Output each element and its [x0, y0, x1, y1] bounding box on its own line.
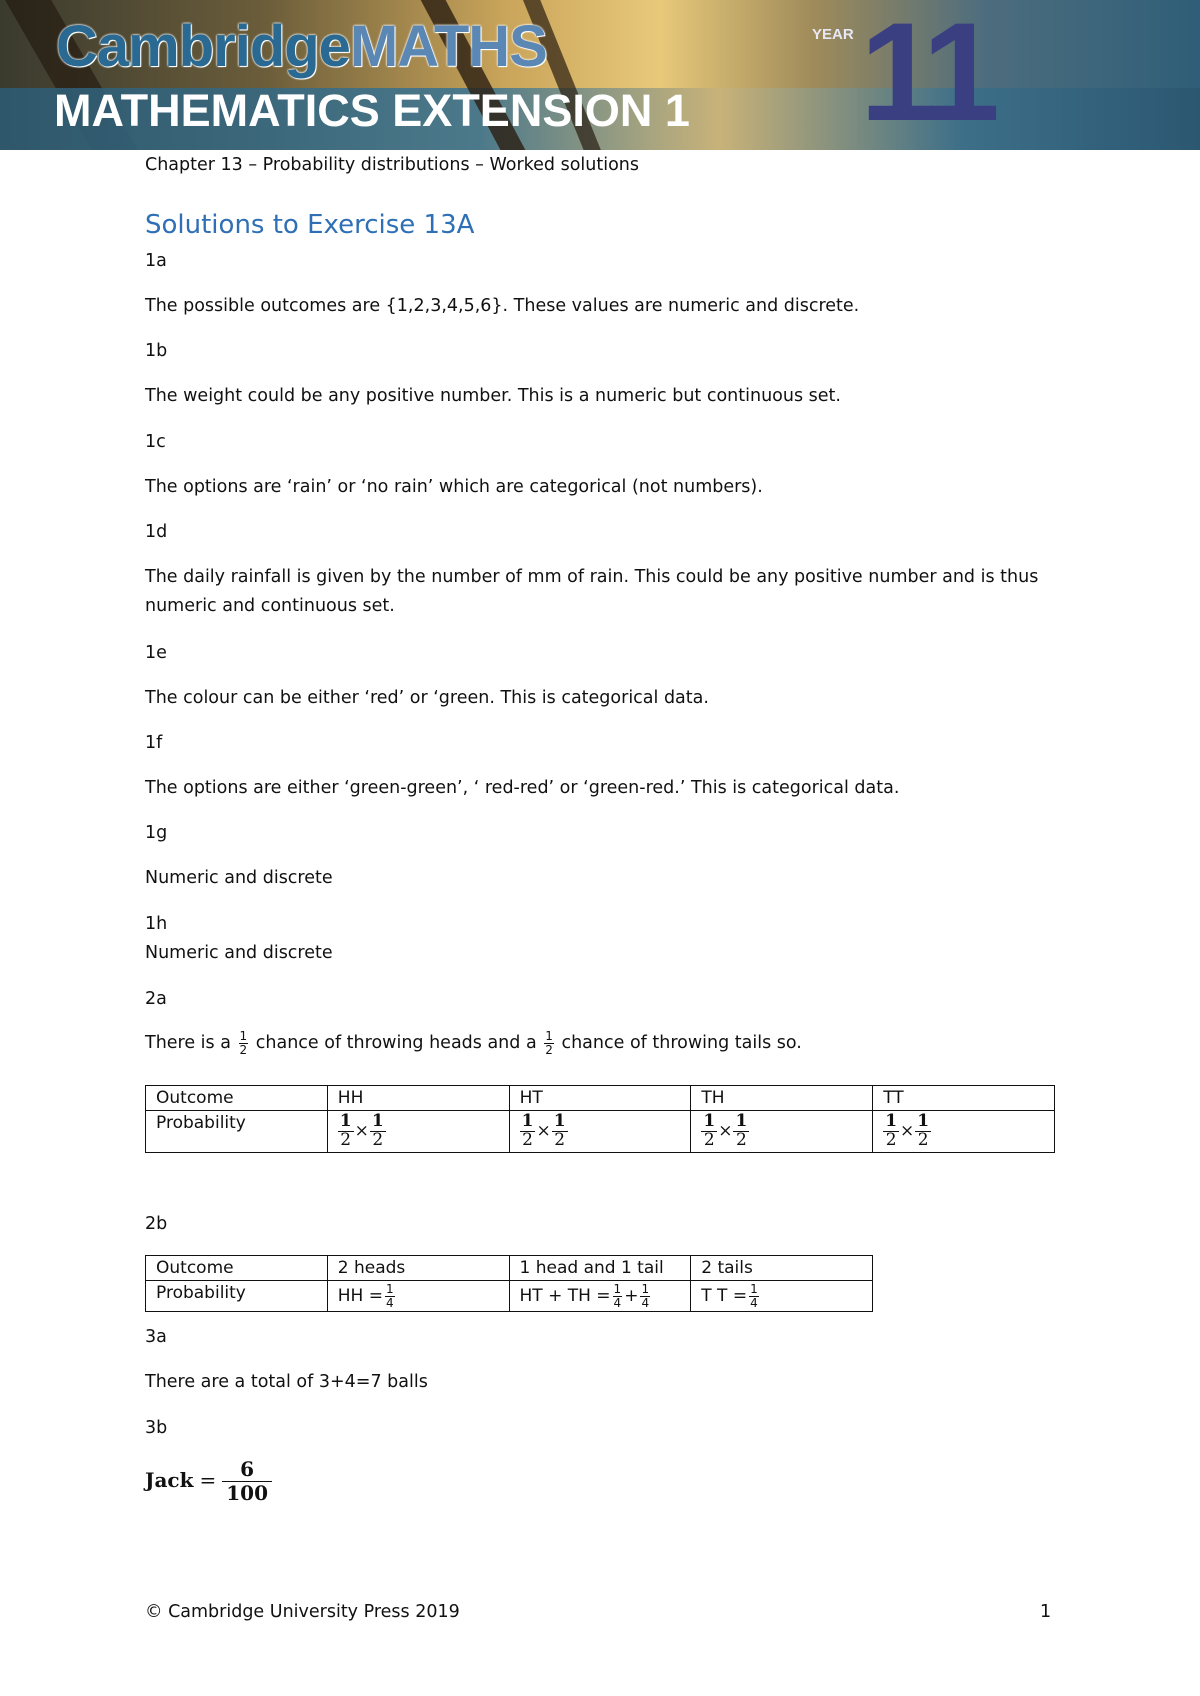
outcome-probability-table — [145, 1085, 1055, 1153]
table-cell: $\frac{1}{2}$ × $\frac{1}{2}$ — [509, 1111, 691, 1153]
section-title: Solutions to Exercise 13A — [145, 210, 475, 240]
question-label: 1f — [145, 733, 163, 753]
table-header-cell: Outcome — [146, 1256, 328, 1281]
fraction: $\frac{1}{2}$ — [239, 1029, 248, 1057]
table-cell: TT — [873, 1086, 1055, 1111]
question-label: 3a — [145, 1327, 167, 1347]
question-label: 3b — [145, 1418, 168, 1438]
answer-text: The daily rainfall is given by the number of mm of rain. This could be any positive number and is thus — [145, 567, 1039, 587]
jack-equation: Jack = $\frac{6}{100}$ — [145, 1458, 272, 1505]
fraction: $\frac{1}{2}$ — [545, 1029, 553, 1057]
series-subtitle: MATHEMATICS EXTENSION 1 — [54, 85, 690, 136]
table-cell: $\frac{1}{2}$ × $\frac{1}{2}$ — [327, 1111, 509, 1153]
question-label: 2b — [145, 1214, 168, 1234]
question-label: 1h — [145, 914, 168, 934]
table-cell: HT + TH = $\frac{1}{4}$ + $\frac{1}{4}$ — [509, 1281, 691, 1312]
table-cell: 2 heads — [327, 1256, 509, 1281]
answer-text: Numeric and discrete — [145, 943, 333, 963]
brand-logo: CambridgeMATHS — [56, 14, 547, 79]
chapter-header: Chapter 13 – Probability distributions – Worked solutions — [145, 155, 640, 175]
answer-text: numeric and continuous set. — [145, 596, 395, 616]
answer-text: The options are either ‘green-green’, ‘ red-red’ or ‘green-red.’ This is categorical data. — [145, 778, 900, 798]
answer-text: The options are ‘rain’ or ‘no rain’ which are categorical (not numbers). — [145, 477, 763, 497]
question-label: 1g — [145, 823, 168, 843]
table-cell: 1 head and 1 tail — [509, 1256, 691, 1281]
table-cell: HH = $\frac{1}{4}$ — [327, 1281, 509, 1312]
table-header-cell: Outcome — [146, 1086, 328, 1111]
table-cell: 2 tails — [691, 1256, 873, 1281]
answer-text: There are a total of 3+4=7 balls — [145, 1372, 428, 1392]
year-label: YEAR — [812, 26, 854, 43]
header-banner — [0, 0, 1200, 150]
table-cell: T T = $\frac{1}{4}$ — [691, 1281, 873, 1312]
outcome-probability-table — [145, 1255, 873, 1312]
copyright-footer: © Cambridge University Press 2019 — [145, 1602, 460, 1622]
question-label: 1e — [145, 643, 167, 663]
table-cell: $\frac{1}{2}$ × $\frac{1}{2}$ — [691, 1111, 873, 1153]
table-header-cell: Probability — [146, 1281, 328, 1312]
question-label: 2a — [145, 989, 167, 1009]
table-header-cell: Probability — [146, 1111, 328, 1153]
question-label: 1d — [145, 522, 168, 542]
table-cell: HH — [327, 1086, 509, 1111]
table-cell: TH — [691, 1086, 873, 1111]
page-number: 1 — [1040, 1602, 1052, 1622]
question-label: 1a — [145, 251, 167, 271]
year-number: 11 — [860, 0, 992, 150]
question-label: 1b — [145, 341, 168, 361]
table-cell: $\frac{1}{2}$ × $\frac{1}{2}$ — [873, 1111, 1055, 1153]
answer-text: The weight could be any positive number. This is a numeric but continuous set. — [145, 386, 841, 406]
answer-text: The colour can be either ‘red’ or ‘green. This is categorical data. — [145, 688, 709, 708]
answer-text: There is a $\frac{1}{2}$ chance of throwing heads and a $\frac{1}{2}$ chance of throwing tails so. — [145, 1029, 802, 1057]
question-label: 1c — [145, 432, 166, 452]
answer-text: The possible outcomes are {1,2,3,4,5,6}. These values are numeric and discrete. — [145, 296, 860, 316]
answer-text: Numeric and discrete — [145, 868, 333, 888]
table-cell: HT — [509, 1086, 691, 1111]
